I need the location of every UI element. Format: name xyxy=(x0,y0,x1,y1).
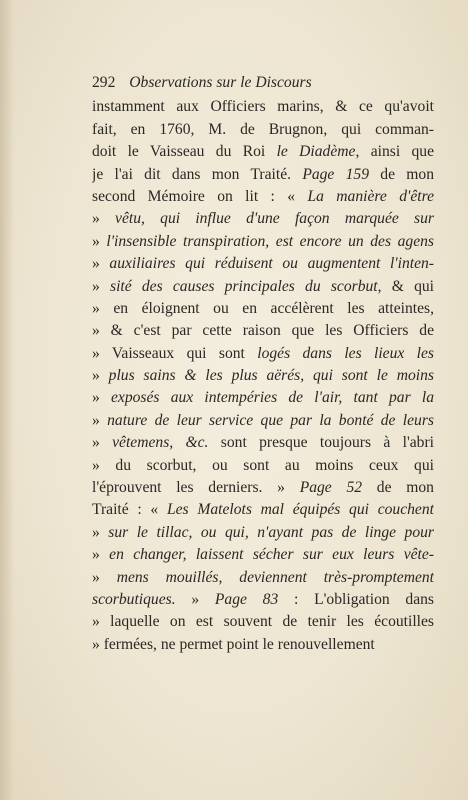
text-line xyxy=(92,387,434,409)
roman-span: » en éloignent ou en accélèrent les atteintes, xyxy=(92,299,434,317)
text-line xyxy=(92,567,434,589)
roman-span: » xyxy=(92,523,109,541)
italic-span: mens mouillés, deviennent très-promptement xyxy=(116,568,434,586)
text-line xyxy=(92,96,434,118)
italic-span: La manière d'être xyxy=(307,187,434,205)
text-line xyxy=(92,522,434,544)
italic-span: le Diadème xyxy=(276,143,356,161)
roman-span: de mon xyxy=(362,479,434,497)
italic-span: exposés aux intempéries de l'air, tant par la xyxy=(111,389,434,407)
roman-span: doit le Vaisseau du Roi xyxy=(92,143,277,161)
running-title: Observations sur le Discours xyxy=(129,74,312,91)
text-line xyxy=(92,365,434,387)
text-line xyxy=(92,455,434,477)
roman-span: : L'obligation dans xyxy=(278,590,434,608)
roman-span: l'éprouvent les derniers. » xyxy=(92,479,300,497)
italic-span: plus sains & les plus aërés, qui sont le moins xyxy=(108,367,434,385)
text-line xyxy=(92,208,434,230)
text-line xyxy=(92,544,434,566)
italic-span: vêtu, qui influe d'une façon marquée sur xyxy=(115,210,434,228)
body-text xyxy=(92,96,434,656)
text-line xyxy=(92,611,434,633)
roman-span: » xyxy=(92,277,111,295)
page-number: 292 xyxy=(92,74,116,91)
italic-span: vêtemens, &c. xyxy=(112,434,209,452)
roman-span: de mon xyxy=(369,165,434,183)
page-fold-shadow xyxy=(0,0,14,800)
text-line xyxy=(92,410,434,432)
roman-span: » xyxy=(92,434,113,452)
text-line xyxy=(92,634,434,656)
text-line xyxy=(92,141,434,163)
italic-span: auxiliaires qui réduisent ou augmentent l'inten- xyxy=(109,255,434,273)
text-line xyxy=(92,231,434,253)
roman-span: » & c'est par cette raison que les Officiers de xyxy=(92,322,434,340)
text-line xyxy=(92,186,434,208)
text-line xyxy=(92,320,434,342)
roman-span: » xyxy=(92,389,111,407)
text-line xyxy=(92,119,434,141)
roman-span: » xyxy=(92,255,110,273)
text-line xyxy=(92,477,434,499)
roman-span: » Vaisseaux qui sont xyxy=(92,344,258,362)
text-line xyxy=(92,253,434,275)
italic-span: Page 159 xyxy=(302,165,370,183)
page-header xyxy=(92,72,434,94)
text-line xyxy=(92,276,434,298)
italic-span: sité des causes principales du scorbut xyxy=(110,277,378,295)
roman-span: » xyxy=(92,568,117,586)
roman-span: » xyxy=(92,367,109,385)
roman-span: , ainsi que xyxy=(355,143,434,161)
text-line xyxy=(92,298,434,320)
text-line xyxy=(92,432,434,454)
roman-span: » laquelle on est souvent de tenir les écoutilles xyxy=(92,613,434,631)
italic-span: nature de leur service que par la bonté de leurs xyxy=(107,411,434,429)
italic-span: scorbutiques. xyxy=(92,590,176,608)
italic-span: sur le tillac, ou qui, n'ayant pas de linge pour xyxy=(108,523,434,541)
roman-span: Traité : « xyxy=(92,501,167,519)
roman-span: » xyxy=(175,590,215,608)
italic-span: Page 83 xyxy=(214,590,279,608)
roman-span: instamment aux Officiers marins, & ce qu'avoit xyxy=(92,98,434,116)
roman-span: sont presque toujours à l'abri xyxy=(208,434,434,452)
page-text xyxy=(92,72,434,656)
roman-span: » du scorbut, ou sont au moins ceux qui xyxy=(92,456,434,474)
text-line xyxy=(92,499,434,521)
roman-span: fait, en 1760, M. de Brugnon, qui comman- xyxy=(92,120,434,138)
italic-span: Les Matelots mal équipés qui couchent xyxy=(166,501,434,519)
roman-span: » fermées, ne permet point le renouvellement xyxy=(92,635,375,653)
roman-span: » xyxy=(92,232,107,250)
text-line xyxy=(92,164,434,186)
italic-span: l'insensible transpiration, est encore un des agens xyxy=(106,232,434,250)
roman-span: , & qui xyxy=(377,277,434,295)
roman-span: » xyxy=(92,411,108,429)
text-line xyxy=(92,589,434,611)
italic-span: Page 52 xyxy=(299,479,363,497)
text-line xyxy=(92,343,434,365)
roman-span: je l'ai dit dans mon Traité. xyxy=(92,165,303,183)
italic-span: en changer, laissent sécher sur eux leurs vête- xyxy=(109,546,434,564)
roman-span: » xyxy=(92,210,116,228)
roman-span: » xyxy=(92,546,110,564)
roman-span: second Mémoire on lit : « xyxy=(92,187,308,205)
italic-span: logés dans les lieux les xyxy=(257,344,434,362)
